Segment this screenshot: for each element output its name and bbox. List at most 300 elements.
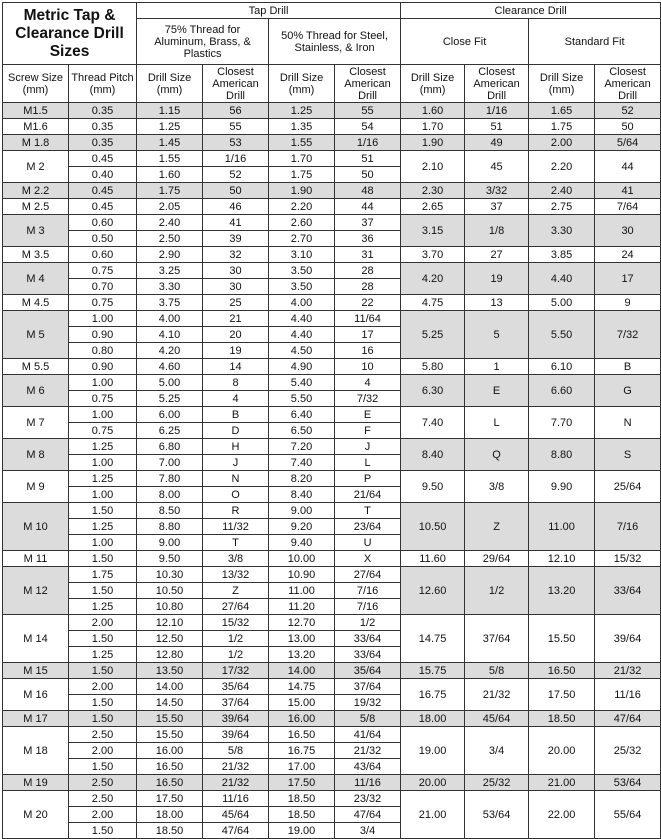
standard-fit-american-drill-cell: 44 (595, 151, 661, 183)
thread-pitch-cell: 1.50 (69, 551, 137, 567)
close-fit-american-drill-cell: 37/64 (465, 615, 529, 663)
tap75-american-drill-cell: 46 (203, 199, 269, 215)
tap75-drill-size-cell: 12.10 (137, 615, 203, 631)
standard-fit-drill-size-cell: 3.30 (529, 215, 595, 247)
tap75-american-drill-cell: 11/16 (203, 791, 269, 807)
tap50-drill-size-cell: 13.20 (269, 647, 335, 663)
thread-pitch-cell: 1.50 (69, 631, 137, 647)
tap75-american-drill-cell: 1/16 (203, 151, 269, 167)
tap50-drill-size-cell: 15.00 (269, 695, 335, 711)
close-fit-drill-size-cell: 20.00 (401, 775, 465, 791)
thread-pitch-cell: 1.25 (69, 647, 137, 663)
screw-size-cell: M 11 (3, 551, 69, 567)
tap75-drill-size-cell: 4.20 (137, 343, 203, 359)
tap75-drill-size-cell: 3.25 (137, 263, 203, 279)
tap75-drill-size-cell: 12.80 (137, 647, 203, 663)
tap50-american-drill-cell: 36 (335, 231, 401, 247)
tap75-drill-size-cell: 10.50 (137, 583, 203, 599)
drill-size-table (2, 2, 661, 839)
tap75-american-drill-cell: 25 (203, 295, 269, 311)
thread-pitch-cell: 0.75 (69, 295, 137, 311)
tap50-american-drill-cell: 50 (335, 167, 401, 183)
tap75-drill-size-cell: 1.45 (137, 135, 203, 151)
close-fit-drill-size-cell: 9.50 (401, 471, 465, 503)
tap50-american-drill-cell: 11/16 (335, 775, 401, 791)
tap75-drill-size-cell: 1.60 (137, 167, 203, 183)
tap50-american-drill-cell: 41/64 (335, 727, 401, 743)
close-fit-drill-size-cell: 6.30 (401, 375, 465, 407)
tap75-drill-size-cell: 5.25 (137, 391, 203, 407)
tap75-drill-size-cell: 1.15 (137, 103, 203, 119)
tap50-american-drill-cell: 7/16 (335, 583, 401, 599)
close-fit-american-drill-header: Closest American Drill (465, 65, 529, 103)
tap50-drill-size-cell: 4.40 (269, 311, 335, 327)
tap75-american-drill-cell: B (203, 407, 269, 423)
tap75-drill-size-cell: 6.00 (137, 407, 203, 423)
close-fit-american-drill-cell: 3/4 (465, 727, 529, 775)
standard-fit-american-drill-cell: 9 (595, 295, 661, 311)
tap75-american-drill-cell: 47/64 (203, 823, 269, 839)
tap75-drill-size-cell: 9.00 (137, 535, 203, 551)
thread-pitch-cell: 0.35 (69, 119, 137, 135)
close-fit-drill-size-cell: 21.00 (401, 791, 465, 839)
close-fit-american-drill-cell: 51 (465, 119, 529, 135)
standard-fit-american-drill-cell: 41 (595, 183, 661, 199)
close-fit-american-drill-cell: 3/8 (465, 471, 529, 503)
tap75-american-drill-cell: 20 (203, 327, 269, 343)
standard-fit-american-drill-cell: 55/64 (595, 791, 661, 839)
screw-size-cell: M 3.5 (3, 247, 69, 263)
table-row (3, 103, 661, 119)
screw-size-cell: M 4 (3, 263, 69, 295)
close-fit-american-drill-cell: E (465, 375, 529, 407)
standard-fit-american-drill-cell: 21/32 (595, 663, 661, 679)
screw-size-cell: M 5.5 (3, 359, 69, 375)
close-fit-american-drill-cell: 27 (465, 247, 529, 263)
tap50-american-drill-cell: 19/32 (335, 695, 401, 711)
thread-75-header: 75% Thread for Aluminum, Brass, & Plastics (137, 19, 269, 65)
tap75-american-drill-cell: 1/2 (203, 631, 269, 647)
close-fit-american-drill-cell: 1/8 (465, 215, 529, 247)
table-row (3, 615, 661, 631)
thread-pitch-cell: 0.80 (69, 343, 137, 359)
screw-size-cell: M 5 (3, 311, 69, 359)
standard-fit-american-drill-cell: 25/32 (595, 727, 661, 775)
thread-pitch-cell: 0.75 (69, 263, 137, 279)
tap75-drill-size-cell: 13.50 (137, 663, 203, 679)
tap50-drill-size-cell: 2.60 (269, 215, 335, 231)
tap50-drill-size-cell: 14.00 (269, 663, 335, 679)
tap75-american-drill-cell: 5/8 (203, 743, 269, 759)
close-fit-american-drill-cell: L (465, 407, 529, 439)
screw-size-cell: M 10 (3, 503, 69, 551)
screw-size-cell: M 6 (3, 375, 69, 407)
tap50-drill-size-cell: 3.50 (269, 279, 335, 295)
thread-pitch-cell: 1.00 (69, 535, 137, 551)
tap75-drill-size-cell: 15.50 (137, 711, 203, 727)
tap75-drill-size-cell: 2.40 (137, 215, 203, 231)
thread-pitch-cell: 1.50 (69, 663, 137, 679)
standard-fit-drill-size-cell: 5.00 (529, 295, 595, 311)
tap50-american-drill-cell: P (335, 471, 401, 487)
tap75-drill-size-cell: 7.00 (137, 455, 203, 471)
standard-fit-drill-size-cell: 15.50 (529, 615, 595, 663)
tap75-american-drill-cell: 11/32 (203, 519, 269, 535)
tap75-drill-size-cell: 2.50 (137, 231, 203, 247)
standard-fit-american-drill-cell: 15/32 (595, 551, 661, 567)
tap50-american-drill-header: Closest American Drill (335, 65, 401, 103)
thread-pitch-cell: 1.50 (69, 503, 137, 519)
standard-fit-american-drill-cell: N (595, 407, 661, 439)
screw-size-cell: M 1.8 (3, 135, 69, 151)
tap50-drill-size-cell: 1.55 (269, 135, 335, 151)
standard-fit-american-drill-cell: G (595, 375, 661, 407)
tap50-drill-size-cell: 1.75 (269, 167, 335, 183)
thread-pitch-cell: 0.40 (69, 167, 137, 183)
thread-pitch-cell: 2.50 (69, 775, 137, 791)
table-body (3, 103, 661, 839)
tap50-american-drill-cell: 48 (335, 183, 401, 199)
tap75-american-drill-cell: 19 (203, 343, 269, 359)
tap75-drill-size-cell: 8.80 (137, 519, 203, 535)
thread-pitch-header: Thread Pitch (mm) (69, 65, 137, 103)
screw-size-cell: M 18 (3, 727, 69, 775)
tap50-drill-size-cell: 8.40 (269, 487, 335, 503)
tap75-american-drill-cell: 39/64 (203, 711, 269, 727)
tap75-american-drill-cell: Z (203, 583, 269, 599)
tap50-american-drill-cell: 5/8 (335, 711, 401, 727)
tap75-american-drill-cell: 8 (203, 375, 269, 391)
standard-fit-american-drill-cell: 33/64 (595, 567, 661, 615)
tap50-american-drill-cell: 27/64 (335, 567, 401, 583)
close-fit-drill-size-cell: 16.75 (401, 679, 465, 711)
tap50-drill-size-cell: 11.00 (269, 583, 335, 599)
tap50-american-drill-cell: 22 (335, 295, 401, 311)
table-row (3, 679, 661, 695)
tap50-american-drill-cell: 1/16 (335, 135, 401, 151)
thread-pitch-cell: 1.75 (69, 567, 137, 583)
tap75-drill-size-cell: 14.00 (137, 679, 203, 695)
close-fit-american-drill-cell: Z (465, 503, 529, 551)
tap75-drill-size-cell: 10.30 (137, 567, 203, 583)
tap75-american-drill-cell: 21/32 (203, 775, 269, 791)
table-row (3, 119, 661, 135)
standard-fit-american-drill-cell: 7/64 (595, 199, 661, 215)
standard-fit-drill-size-cell: 5.50 (529, 311, 595, 359)
close-fit-american-drill-cell: 37 (465, 199, 529, 215)
tap75-drill-size-cell: 7.80 (137, 471, 203, 487)
standard-fit-american-drill-cell: 24 (595, 247, 661, 263)
table-row (3, 263, 661, 279)
tap75-american-drill-cell: N (203, 471, 269, 487)
close-fit-drill-size-cell: 8.40 (401, 439, 465, 471)
close-fit-american-drill-cell: 49 (465, 135, 529, 151)
thread-pitch-cell: 1.00 (69, 487, 137, 503)
tap75-drill-size-cell: 10.80 (137, 599, 203, 615)
tap75-drill-size-cell: 9.50 (137, 551, 203, 567)
tap50-american-drill-cell: 37/64 (335, 679, 401, 695)
thread-pitch-cell: 0.70 (69, 279, 137, 295)
tap75-american-drill-cell: 3/8 (203, 551, 269, 567)
standard-fit-drill-size-cell: 18.50 (529, 711, 595, 727)
tap50-drill-size-cell: 2.20 (269, 199, 335, 215)
tap50-drill-size-cell: 5.40 (269, 375, 335, 391)
standard-fit-drill-size-cell: 3.85 (529, 247, 595, 263)
close-fit-american-drill-cell: 13 (465, 295, 529, 311)
standard-fit-american-drill-cell: 7/16 (595, 503, 661, 551)
screw-size-cell: M 8 (3, 439, 69, 471)
close-fit-drill-size-cell: 1.90 (401, 135, 465, 151)
table-row (3, 471, 661, 487)
close-fit-drill-size-cell: 11.60 (401, 551, 465, 567)
tap-drill-header: Tap Drill (137, 3, 401, 19)
tap50-drill-size-cell: 4.90 (269, 359, 335, 375)
tap50-drill-size-cell: 6.50 (269, 423, 335, 439)
tap50-american-drill-cell: 43/64 (335, 759, 401, 775)
standard-fit-drill-size-cell: 20.00 (529, 727, 595, 775)
standard-fit-drill-size-header: Drill Size (mm) (529, 65, 595, 103)
table-row (3, 183, 661, 199)
close-fit-american-drill-cell: 3/32 (465, 183, 529, 199)
tap75-drill-size-cell: 18.50 (137, 823, 203, 839)
tap50-drill-size-cell: 10.90 (269, 567, 335, 583)
table-row (3, 503, 661, 519)
table-row (3, 711, 661, 727)
table-row (3, 247, 661, 263)
table-row (3, 375, 661, 391)
tap75-american-drill-cell: 52 (203, 167, 269, 183)
standard-fit-american-drill-cell: 50 (595, 119, 661, 135)
table-row (3, 359, 661, 375)
standard-fit-american-drill-cell: 52 (595, 103, 661, 119)
tap75-american-drill-cell: R (203, 503, 269, 519)
standard-fit-american-drill-cell: 39/64 (595, 615, 661, 663)
clearance-drill-header: Clearance Drill (401, 3, 661, 19)
tap75-drill-size-cell: 16.50 (137, 775, 203, 791)
standard-fit-drill-size-cell: 16.50 (529, 663, 595, 679)
tap50-drill-size-cell: 1.25 (269, 103, 335, 119)
tap50-american-drill-cell: 31 (335, 247, 401, 263)
screw-size-cell: M 3 (3, 215, 69, 247)
standard-fit-american-drill-cell: 7/32 (595, 311, 661, 359)
thread-pitch-cell: 0.45 (69, 199, 137, 215)
thread-pitch-cell: 0.35 (69, 135, 137, 151)
thread-pitch-cell: 2.00 (69, 743, 137, 759)
screw-size-cell: M 2.2 (3, 183, 69, 199)
standard-fit-american-drill-cell: 47/64 (595, 711, 661, 727)
screw-size-cell: M 14 (3, 615, 69, 663)
standard-fit-american-drill-header: Closest American Drill (595, 65, 661, 103)
thread-pitch-cell: 2.00 (69, 679, 137, 695)
table-row (3, 295, 661, 311)
tap50-american-drill-cell: 7/16 (335, 599, 401, 615)
close-fit-american-drill-cell: Q (465, 439, 529, 471)
tap75-american-drill-cell: 55 (203, 119, 269, 135)
screw-size-cell: M 9 (3, 471, 69, 503)
tap50-american-drill-cell: 28 (335, 263, 401, 279)
tap75-american-drill-cell: T (203, 535, 269, 551)
tap50-american-drill-cell: 33/64 (335, 647, 401, 663)
tap75-drill-size-cell: 4.10 (137, 327, 203, 343)
tap75-american-drill-cell: 27/64 (203, 599, 269, 615)
standard-fit-american-drill-cell: 5/64 (595, 135, 661, 151)
thread-pitch-cell: 0.60 (69, 247, 137, 263)
tap50-drill-size-cell: 7.20 (269, 439, 335, 455)
standard-fit-drill-size-cell: 8.80 (529, 439, 595, 471)
thread-pitch-cell: 0.35 (69, 103, 137, 119)
tap75-american-drill-cell: 39 (203, 231, 269, 247)
tap75-drill-size-header: Drill Size (mm) (137, 65, 203, 103)
close-fit-american-drill-cell: 5 (465, 311, 529, 359)
tap50-american-drill-cell: 44 (335, 199, 401, 215)
screw-size-cell: M 7 (3, 407, 69, 439)
tap75-drill-size-cell: 2.05 (137, 199, 203, 215)
thread-pitch-cell: 1.50 (69, 711, 137, 727)
thread-pitch-cell: 0.90 (69, 327, 137, 343)
close-fit-drill-size-cell: 1.70 (401, 119, 465, 135)
tap75-drill-size-cell: 8.00 (137, 487, 203, 503)
screw-size-cell: M 20 (3, 791, 69, 839)
tap50-drill-size-cell: 16.75 (269, 743, 335, 759)
tap50-american-drill-cell: 21/32 (335, 743, 401, 759)
standard-fit-drill-size-cell: 12.10 (529, 551, 595, 567)
tap50-american-drill-cell: 23/64 (335, 519, 401, 535)
standard-fit-drill-size-cell: 7.70 (529, 407, 595, 439)
tap50-drill-size-cell: 7.40 (269, 455, 335, 471)
thread-pitch-cell: 0.60 (69, 215, 137, 231)
close-fit-drill-size-cell: 5.80 (401, 359, 465, 375)
tap50-drill-size-cell: 18.50 (269, 791, 335, 807)
tap50-drill-size-cell: 12.70 (269, 615, 335, 631)
table-row (3, 439, 661, 455)
tap75-american-drill-cell: 14 (203, 359, 269, 375)
tap75-american-drill-cell: 56 (203, 103, 269, 119)
table-row (3, 791, 661, 807)
tap75-drill-size-cell: 4.60 (137, 359, 203, 375)
tap75-drill-size-cell: 16.50 (137, 759, 203, 775)
tap50-american-drill-cell: 3/4 (335, 823, 401, 839)
standard-fit-drill-size-cell: 9.90 (529, 471, 595, 503)
tap50-drill-size-cell: 4.50 (269, 343, 335, 359)
standard-fit-header: Standard Fit (529, 19, 661, 65)
tap75-american-drill-cell: 39/64 (203, 727, 269, 743)
tap50-american-drill-cell: 21/64 (335, 487, 401, 503)
screw-size-cell: M 15 (3, 663, 69, 679)
thread-pitch-cell: 0.75 (69, 423, 137, 439)
standard-fit-american-drill-cell: 11/16 (595, 679, 661, 711)
thread-pitch-cell: 1.25 (69, 599, 137, 615)
tap50-american-drill-cell: J (335, 439, 401, 455)
tap50-drill-size-cell: 4.00 (269, 295, 335, 311)
close-fit-drill-size-cell: 19.00 (401, 727, 465, 775)
tap75-drill-size-cell: 3.75 (137, 295, 203, 311)
tap50-american-drill-cell: 1/2 (335, 615, 401, 631)
screw-size-cell: M 17 (3, 711, 69, 727)
tap50-american-drill-cell: X (335, 551, 401, 567)
close-fit-drill-size-cell: 18.00 (401, 711, 465, 727)
tap50-drill-size-cell: 1.70 (269, 151, 335, 167)
tap75-american-drill-cell: 32 (203, 247, 269, 263)
thread-pitch-cell: 0.45 (69, 183, 137, 199)
tap50-drill-size-cell: 5.50 (269, 391, 335, 407)
close-fit-american-drill-cell: 19 (465, 263, 529, 295)
tap75-drill-size-cell: 6.25 (137, 423, 203, 439)
tap75-american-drill-cell: 35/64 (203, 679, 269, 695)
tap50-drill-size-cell: 9.20 (269, 519, 335, 535)
tap75-american-drill-cell: 13/32 (203, 567, 269, 583)
thread-pitch-cell: 0.90 (69, 359, 137, 375)
screw-size-cell: M1.5 (3, 103, 69, 119)
tap50-american-drill-cell: 35/64 (335, 663, 401, 679)
table-row (3, 551, 661, 567)
tap50-drill-size-cell: 6.40 (269, 407, 335, 423)
standard-fit-american-drill-cell: 30 (595, 215, 661, 247)
standard-fit-american-drill-cell: 17 (595, 263, 661, 295)
standard-fit-drill-size-cell: 2.75 (529, 199, 595, 215)
close-fit-drill-size-cell: 3.70 (401, 247, 465, 263)
table-row (3, 663, 661, 679)
close-fit-drill-size-cell: 14.75 (401, 615, 465, 663)
standard-fit-drill-size-cell: 2.20 (529, 151, 595, 183)
tap50-drill-size-cell: 1.35 (269, 119, 335, 135)
thread-pitch-cell: 1.25 (69, 471, 137, 487)
close-fit-american-drill-cell: 53/64 (465, 791, 529, 839)
screw-size-cell: M 19 (3, 775, 69, 791)
table-row (3, 567, 661, 583)
tap75-american-drill-cell: 21/32 (203, 759, 269, 775)
tap75-american-drill-cell: O (203, 487, 269, 503)
tap50-drill-size-cell: 14.75 (269, 679, 335, 695)
tap75-american-drill-cell: 30 (203, 263, 269, 279)
close-fit-drill-size-cell: 1.60 (401, 103, 465, 119)
table-row (3, 135, 661, 151)
standard-fit-drill-size-cell: 6.60 (529, 375, 595, 407)
thread-pitch-cell: 0.45 (69, 151, 137, 167)
tap75-american-drill-cell: 21 (203, 311, 269, 327)
close-fit-american-drill-cell: 45/64 (465, 711, 529, 727)
close-fit-drill-size-cell: 2.30 (401, 183, 465, 199)
thread-pitch-cell: 0.50 (69, 231, 137, 247)
close-fit-drill-size-cell: 4.20 (401, 263, 465, 295)
tap50-american-drill-cell: F (335, 423, 401, 439)
tap75-american-drill-cell: D (203, 423, 269, 439)
screw-size-cell: M 2 (3, 151, 69, 183)
close-fit-american-drill-cell: 1/2 (465, 567, 529, 615)
thread-pitch-cell: 1.00 (69, 311, 137, 327)
close-fit-american-drill-cell: 21/32 (465, 679, 529, 711)
tap50-drill-size-cell: 4.40 (269, 327, 335, 343)
tap75-drill-size-cell: 1.25 (137, 119, 203, 135)
thread-pitch-cell: 1.50 (69, 695, 137, 711)
thread-pitch-cell: 1.25 (69, 439, 137, 455)
close-fit-american-drill-cell: 5/8 (465, 663, 529, 679)
close-fit-drill-size-cell: 7.40 (401, 407, 465, 439)
tap75-american-drill-cell: J (203, 455, 269, 471)
tap50-drill-size-cell: 13.00 (269, 631, 335, 647)
thread-pitch-cell: 2.50 (69, 727, 137, 743)
standard-fit-drill-size-cell: 1.75 (529, 119, 595, 135)
tap50-drill-size-cell: 11.20 (269, 599, 335, 615)
close-fit-drill-size-cell: 4.75 (401, 295, 465, 311)
tap50-drill-size-cell: 9.40 (269, 535, 335, 551)
tap75-american-drill-cell: 53 (203, 135, 269, 151)
close-fit-american-drill-cell: 1 (465, 359, 529, 375)
standard-fit-drill-size-cell: 2.00 (529, 135, 595, 151)
close-fit-american-drill-cell: 1/16 (465, 103, 529, 119)
tap75-drill-size-cell: 14.50 (137, 695, 203, 711)
tap75-drill-size-cell: 4.00 (137, 311, 203, 327)
tap50-drill-size-cell: 16.00 (269, 711, 335, 727)
